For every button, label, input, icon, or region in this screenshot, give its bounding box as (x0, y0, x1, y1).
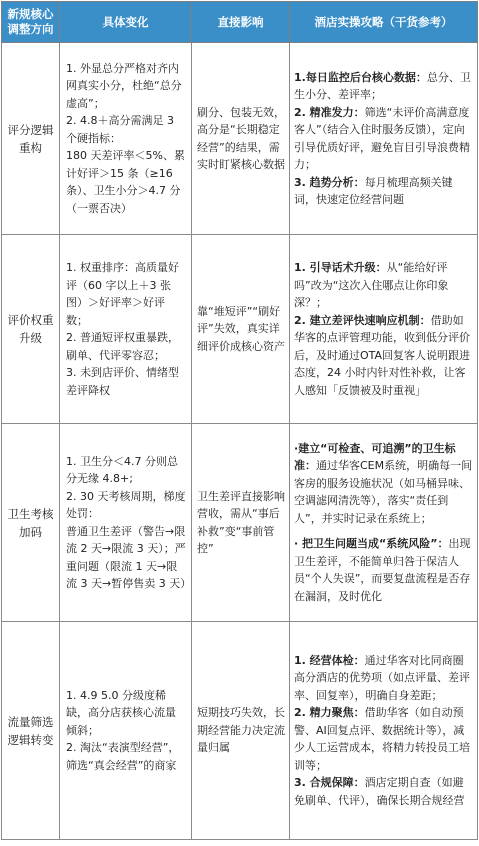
strategy-label: 1.每日监控后台核心数据： (294, 70, 427, 84)
strategy-cell (290, 235, 478, 424)
strategy-text: 通过华客对比同商圈高分酒店的优势项（如点评量、差评率、回复率），明确自身差距； (294, 653, 470, 702)
spacer (294, 527, 473, 535)
changes-cell (60, 424, 192, 622)
strategy-item (294, 652, 473, 705)
change-item: 180 天差评率＜5%、累计好评＞15 条（≥16 条）、卫生小分＞4.7 分（一票否决） (66, 149, 185, 215)
table-row (2, 235, 478, 424)
strategy-item (294, 174, 473, 209)
strategy-item (294, 440, 473, 528)
header-impact: 直接影响 (192, 2, 290, 43)
strategy-label: 3. 合规保障： (294, 776, 365, 790)
strategy-text: 总分、卫生小分、差评率； (294, 70, 471, 101)
change-item: 3. 未到店评价、情绪型差评降权 (66, 366, 179, 397)
strategy-label: ·建立“可检查、可追溯”的卫生标准： (294, 441, 456, 473)
strategy-text: 通过华客CEM系统，明确每一间客房的服务设施状况（如马桶异味、空调滤网清洗等），落实“责任到人”，并实时记录在系统上； (294, 459, 473, 525)
strategy-text: 每月梳理高频关键词，快速定位经营问题 (294, 175, 453, 206)
change-item: 1. 4.9 5.0 分级度稀缺，高分店获核心流量倾斜； (66, 688, 176, 737)
strategy-item (294, 104, 473, 174)
strategy-item (294, 535, 473, 605)
impact-cell: 刷分、包装无效，高分是“长期稳定经营”的结果，需实时盯紧核心数据 (192, 43, 290, 235)
strategy-text: 从“能给好评吗”改为“这次入住哪点让你印象深？； (294, 261, 449, 309)
impact-cell: 短期技巧失效，长期经营能力决定流量归属 (192, 622, 290, 840)
strategy-label: 2. 精准发力： (294, 105, 365, 119)
strategy-label: 3. 趋势分析： (294, 175, 365, 189)
table-row (2, 424, 478, 622)
strategy-text: 筛选“未评价高满意度客人”（结合入住时服务反馈），定向引导优质好评，避免盲目引导浪费精力； (294, 105, 470, 171)
strategy-text: 出现卫生差评，不能简单归咎于保洁人员“个人失误”，而要复盘流程是否存在漏洞，及时优化 (294, 537, 471, 603)
header-strategy: 酒店实操攻略（干货参考） (290, 2, 478, 43)
strategy-item (294, 259, 473, 312)
strategy-item (294, 69, 473, 104)
strategy-label: 2. 建立差评快速响应机制： (294, 313, 431, 327)
strategy-item (294, 312, 473, 400)
strategy-text: 酒店定期自查（如避免刷单、代评），确保长期合规经营 (294, 776, 465, 807)
change-item: 1. 卫生分＜4.7 分则总分无缘 4.8+; (66, 454, 178, 485)
direction-cell: 评价权重升级 (2, 235, 60, 424)
changes-cell (60, 43, 192, 235)
table-row (2, 622, 478, 840)
strategy-label: 1. 经营体检： (294, 653, 365, 667)
changes-cell (60, 622, 192, 840)
strategy-cell (290, 424, 478, 622)
direction-cell: 卫生考核加码 (2, 424, 60, 622)
impact-cell: 靠“堆短评”“刷好评”失效，真实详细评价成核心资产 (192, 235, 290, 424)
strategy-cell (290, 622, 478, 840)
strategy-table (1, 1, 478, 840)
change-item: 1. 外显总分严格对齐内网真实小分，杜绝“总分虚高”； (66, 61, 182, 110)
change-item: 2. 30 天考核周期，梯度处罚： (66, 489, 186, 520)
change-item: 普通卫生差评（警告→限流 2 天→限流 3 天）；严重问题（限流 1 天→限流 3 天→暂停售卖 3 天） (66, 524, 192, 590)
strategy-label: 2. 精力聚焦： (294, 706, 365, 720)
strategy-text: 借助如华客的点评管理功能，收到低分评价后，及时通过OTA回复客人说明跟进态度，24 小时内针对性补救，让客人感知「反馈被及时重视」 (294, 313, 471, 397)
direction-cell: 评分逻辑重构 (2, 43, 60, 235)
strategy-cell (290, 43, 478, 235)
change-item: 2. 普通短评权重暴跌，刷单、代评零容忍； (66, 331, 179, 362)
direction-cell: 流量筛选逻辑转变 (2, 622, 60, 840)
changes-cell (60, 235, 192, 424)
header-direction: 新规核心调整方向 (2, 2, 60, 43)
table-row (2, 43, 478, 235)
strategy-item (294, 774, 473, 809)
strategy-label: · 把卫生问题当成“系统风险”： (294, 537, 449, 551)
header-changes: 具体变化 (60, 2, 192, 43)
change-item: 2. 淘汰“表演型经营”，筛选“真会经营”的商家 (66, 741, 180, 772)
strategy-item (294, 704, 473, 774)
impact-cell: 卫生差评直接影响营收，需从“事后补救”变“事前管控” (192, 424, 290, 622)
strategy-label: 1. 引导话术升级： (294, 261, 387, 274)
strategy-text: 借助华客（如自动预警、AI回复点评、数据统计等），减少人工运营成本，将精力转投员工培训等； (294, 706, 470, 772)
header-row (2, 2, 478, 43)
change-item: 1. 权重排序：高质量好评（60 字以上＋3 张图）＞好评率＞好评数； (66, 261, 179, 327)
change-item: 2. 4.8＋高分需满足 3 个硬指标： (66, 114, 174, 145)
